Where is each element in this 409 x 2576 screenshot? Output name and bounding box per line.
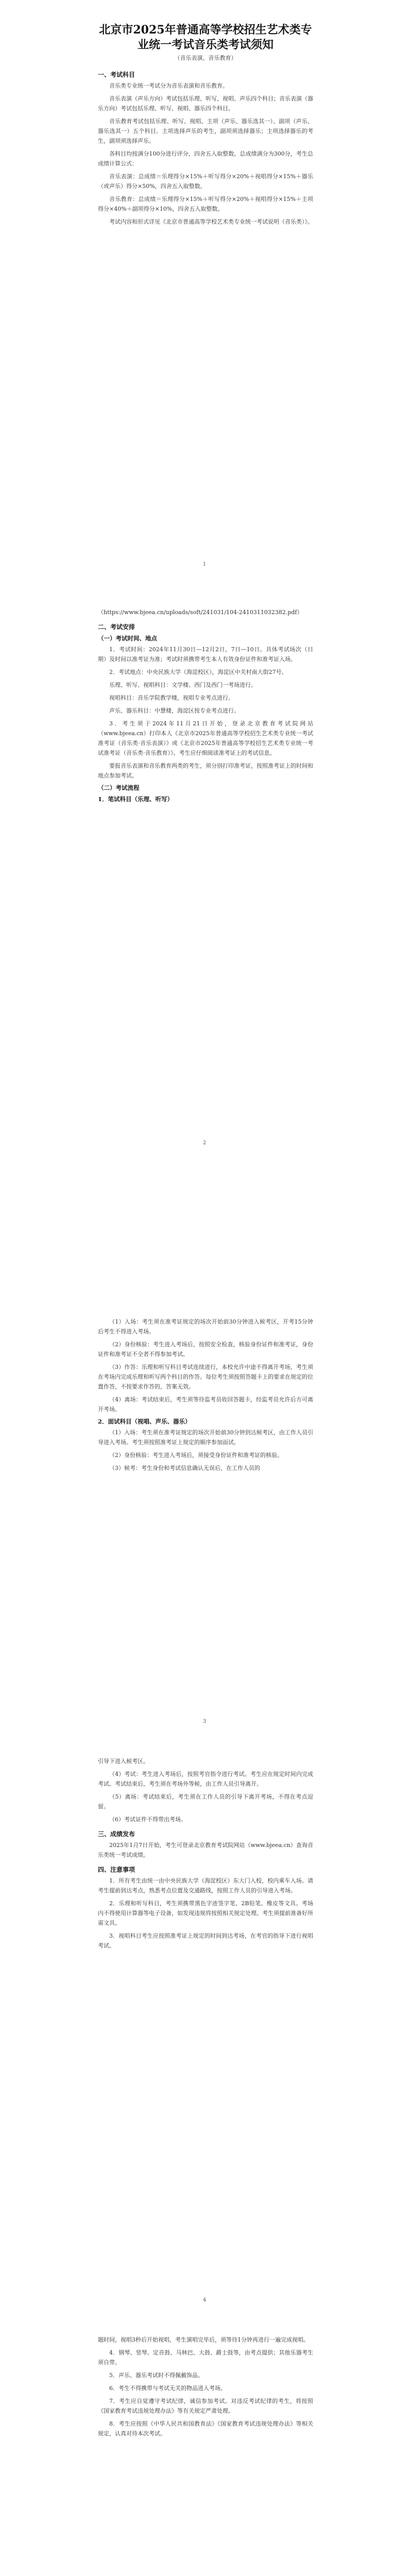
subsection-heading: 1．笔试科目（乐理、听写） xyxy=(98,795,174,803)
page-5-content xyxy=(98,2335,313,2442)
page-5 xyxy=(0,2314,409,2576)
subsection-heading: 2．面试科目（视唱、声乐、器乐） xyxy=(98,1418,191,1425)
paragraph: 2025年1月7日开始，考生可登录北京教育考试院网站（www.bjeea.cn）查询音乐类统一考试成绩。 xyxy=(98,1842,313,1858)
paragraph: 5．声乐、器乐考试时不得佩戴饰品。 xyxy=(109,2372,203,2379)
section-heading-results: 三、成绩发布 xyxy=(98,1831,135,1838)
paragraph: 要报音乐表演和音乐教育两类的考生，须分别打印准考证，按照准考证上的时间和地点参加考试。 xyxy=(98,762,313,779)
subsection-heading: （二）考试流程 xyxy=(98,784,140,791)
paragraph: 考试内容和形式详见《北京市普通高等学校艺术类专业统一考试说明（音乐类）》。 xyxy=(109,218,313,225)
section-heading-subjects: 一、考试科目 xyxy=(98,71,135,78)
page-2 xyxy=(0,579,409,1157)
paragraph: （5）离场：考试结束后，考生须在工作人员的引导下离开考场，不得在考点逗留。 xyxy=(98,1793,313,1810)
page-number: 4 xyxy=(202,2297,207,2303)
paragraph: 6．考生不得携带与考试无关的物品进入考场。 xyxy=(109,2385,226,2392)
formula-paragraph: 音乐教育：总成绩＝乐理得分×15%＋听写得分×20%＋视唱得分×15%＋主项得分×40%＋副项得分×10%，四舍五入取整数。 xyxy=(98,196,313,212)
paragraph: 3．考生须于2024年11月21日开始，登录北京教育考试院网站（www.bjeea.cn）打印本人《北京市2025年普通高等学校招生艺术类专业统一考试准考证（音乐类·音乐表演）》或《北京市2025年普通高等学校招生艺术类专业统一考试准考证（音乐类·音乐教育）》。考生应仔细阅读准考证上的考试信息。 xyxy=(98,720,313,756)
paragraph: 音乐表演（声乐方向）考试包括乐理、听写、视唱、声乐四个科目；音乐表演（器乐方向）考试包括乐理、听写、视唱、器乐四个科目。 xyxy=(98,95,313,112)
paragraph: 声乐、器乐科目：中慧楼，海淀区按专业考点进行。 xyxy=(109,707,240,714)
paragraph: （1）入场：考生须在准考证规定的场次开始前30分钟进入候考区，开考15分钟后考生不得进入考场。 xyxy=(98,1318,313,1335)
page-4 xyxy=(0,1736,409,2314)
paragraph: 音乐教育考试包括乐理、听写、视唱、主项（声乐、器乐选其一）、副项（声乐、器乐选其一）五个科目。主项选择声乐的考生，副项须选择器乐；主项选择器乐的考生，副项须选择声乐。 xyxy=(98,118,313,144)
paragraph: 引导下进入候考区。 xyxy=(98,1758,149,1765)
paragraph: （1）入场：考生须在准考证规定的场次开始前30分钟到达候考区，由工作人员引导进入考场。考生须按照准考证上规定的顺序参加面试。 xyxy=(98,1429,313,1446)
paragraph: （3）候考：考生身份和考试信息确认无误后，在工作人员的 xyxy=(109,1465,260,1471)
document-title: 北京市2025年普通高等学校招生艺术类专业统一考试音乐类考试须知 xyxy=(99,23,312,52)
section-heading-notes: 四、注意事项 xyxy=(98,1866,135,1873)
page-3-content xyxy=(98,1317,313,1476)
paragraph: （4）考试：考生进入考场后，按照考官指令进行考试。考生应在规定时间内完成考试。考试结束后，考生须在考场外等候，由工作人员引导离开。 xyxy=(98,1771,313,1787)
document-link: （https://www.bjeea.cn/uploads/soft/241031/104-2410311032382.pdf） xyxy=(98,609,303,616)
page-2-content xyxy=(98,607,313,805)
page-3 xyxy=(0,1157,409,1736)
paragraph: （2）身份核验：考生进入考场后，按照安全检查，核验身份证件和准考证，身份证件和准考证不全者不得参加考试。 xyxy=(98,1341,313,1358)
paragraph: 3．视唱科目考生应按照准考证上规定的时间到达考场，在考官的指导下进行视唱考试。 xyxy=(98,1933,313,1949)
paragraph: 题时间，视唱3秒后开始视唱，考生演唱完毕后，须等待1分钟再进行一遍完成视唱。 xyxy=(98,2336,309,2343)
paragraph: 各科目均按满分100分进行评分，四舍五入取整数。总成绩满分为300分，考生总成绩计算公式： xyxy=(98,150,313,167)
document-subtitle: （音乐表演、音乐教育） xyxy=(174,55,237,61)
paragraph: 视唱科目：音乐学院教学楼，视唱专业考点进行。 xyxy=(109,694,234,701)
page-4-content xyxy=(98,1756,313,1954)
paragraph: （4）离场：考试结束后，考生须等待监考员收回答题卡，经监考员允许后方可离开考场。 xyxy=(98,1396,313,1413)
paragraph: 4．钢琴、竖琴、定音鼓、马林巴、大鼓、爵士鼓等，由考点提供；其他乐器考生须自带。 xyxy=(98,2349,313,2366)
formula-paragraph: 音乐表演：总成绩＝乐理得分×15%＋听写得分×20%＋视唱得分×15%＋器乐（或声乐）得分×50%，四舍五入取整数。 xyxy=(98,173,313,190)
page-number: 2 xyxy=(202,1140,207,1146)
paragraph: （2）身份核验：考生进入考场后，须接受身份证件和准考证的核验。 xyxy=(109,1452,283,1459)
paragraph: 乐理、听写、视唱科目：文学楼、西门及西门一考场进行。 xyxy=(109,682,257,688)
page-1-content xyxy=(98,23,313,230)
paragraph: （3）作答：乐理和听写科目考试连续进行，本校允许中途不得离开考场，考生须在考场内完成乐理和听写两个科目的作答。每位考生须按照答题卡上的要求在规定的位置作答，不按要求作答的，答案无效。 xyxy=(98,1364,313,1390)
page-number: 3 xyxy=(202,1719,207,1724)
paragraph: 8．考生应按照《中华人民共和国教育法》《国家教育考试违规处理办法》等相关规定，认真对待本次考试。 xyxy=(98,2420,313,2437)
section-heading-schedule: 二、考试安排 xyxy=(98,623,135,631)
paragraph: 1．考试时间：2024年11月30日—12月2日，7日—10日。具体考试场次（日期）及时间以准考证为准；考试时须携带考生本人有效身份证件和准考证入场。 xyxy=(98,646,313,663)
paragraph: 2．考试地点：中央民族大学（海淀校区），海淀区中关村南大街27号。 xyxy=(109,669,287,675)
paragraph: 2．乐理和听写科目，考生须携带黑色字迹签字笔、2B铅笔、橡皮等文具。考场内不得使用计算器等电子设备，如发现违规将按照相关规定处理。考生须提前准备好所需文具。 xyxy=(98,1900,313,1926)
page-number: 1 xyxy=(202,562,207,567)
subsection-heading: （一）考试时间、地点 xyxy=(98,635,157,642)
paragraph: （6）考试证件不得带出考场。 xyxy=(109,1816,186,1823)
paragraph: 1．所有考生由统一由中央民族大学（海淀校区）东大门入校，校内乘车入场。请考生提前到达考点，熟悉考点位置及交通路线，按照工作人员的引导进入考场。 xyxy=(98,1877,313,1894)
page-1 xyxy=(0,0,409,579)
paragraph: 音乐类专业统一考试分为音乐表演和音乐教育。 xyxy=(109,82,228,89)
paragraph: 7．考生应自觉遵守考试纪律，诚信参加考试。对违反考试纪律的考生，将按照《国家教育考试违规处理办法》等有关规定严肃处理。 xyxy=(98,2398,313,2414)
